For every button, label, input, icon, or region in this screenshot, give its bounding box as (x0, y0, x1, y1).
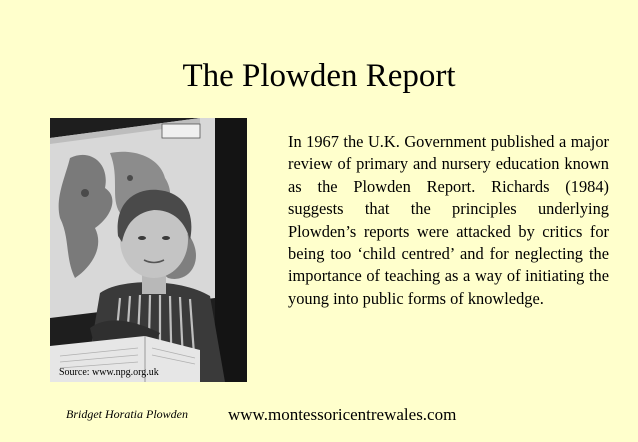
footer-url: www.montessoricentrewales.com (228, 405, 457, 424)
photo-caption: Bridget Horatia Plowden (66, 407, 188, 421)
portrait-photo (50, 118, 247, 382)
body-paragraph: In 1967 the U.K. Government published a major review of primary and nursery education known as the Plowden Report. Richards (1984) suggests that the principles underlying Plowden’s reports were attacked by critics for being too ‘child centred’ and for neglecting the importance of teaching as a way of initiating the young into public forms of knowledge. (288, 132, 609, 308)
photo-source-credit: Source: www.npg.org.uk (59, 367, 159, 378)
slide-title: The Plowden Report (182, 58, 456, 94)
